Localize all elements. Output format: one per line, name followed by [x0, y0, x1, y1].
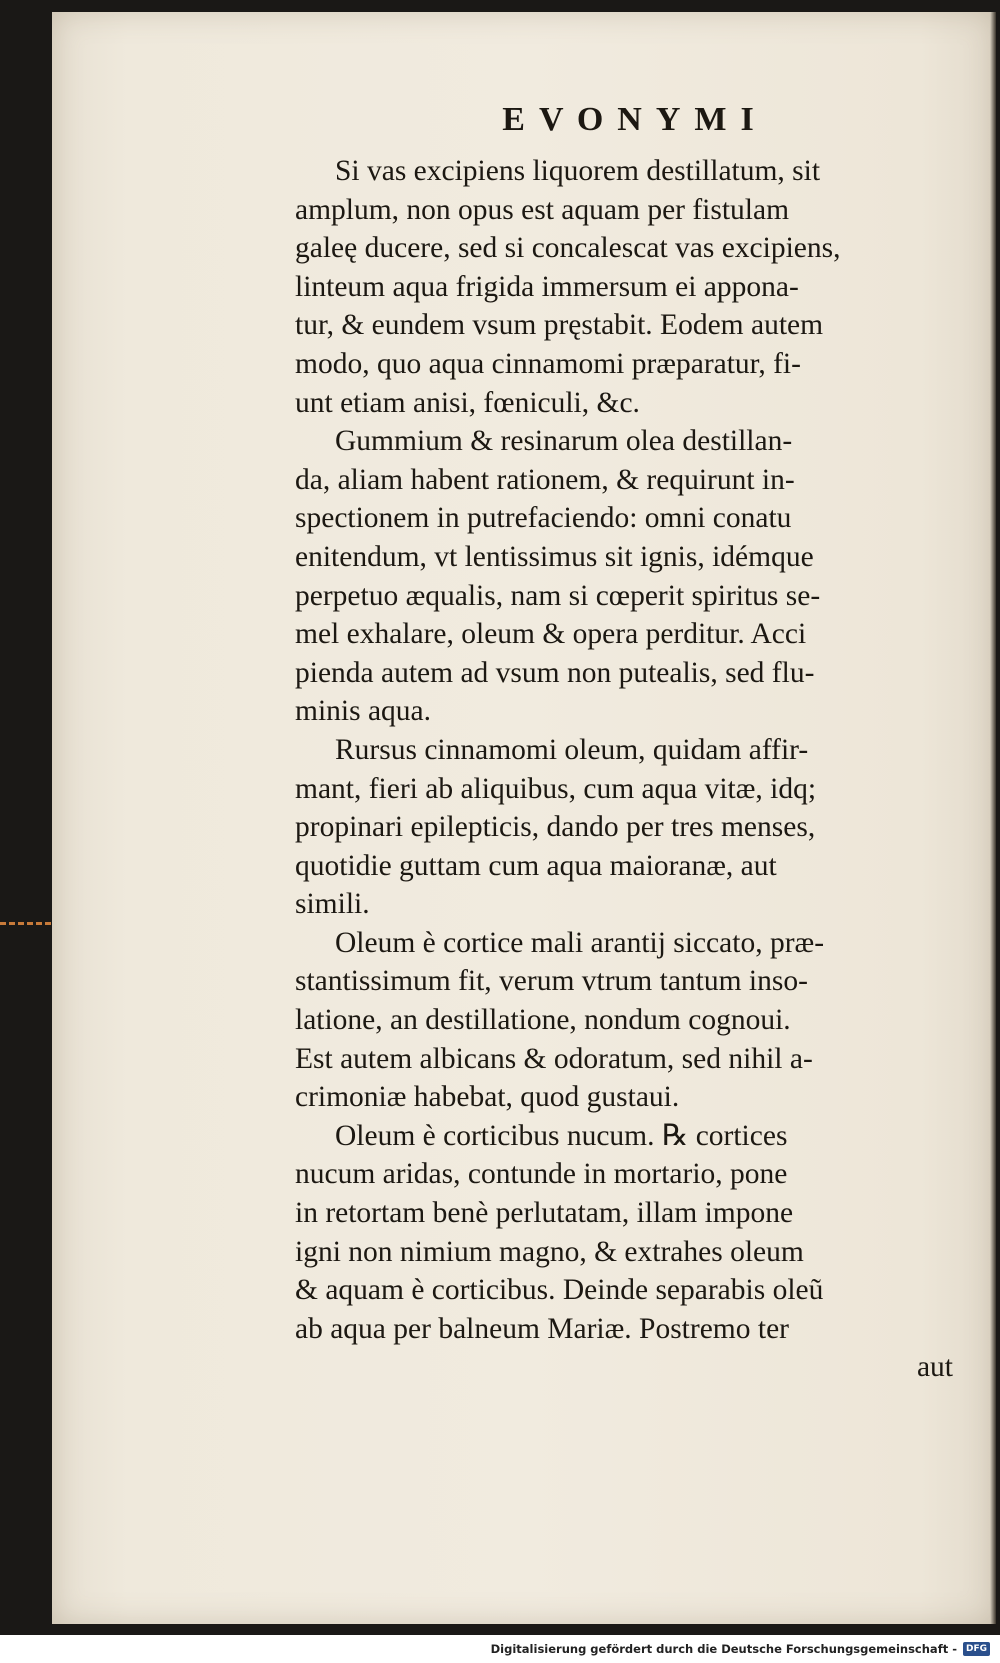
text-line: spectionem in putrefaciendo: omni conatu	[295, 502, 792, 535]
text-line: tur, & eundem vsum pręstabit. Eodem autem	[295, 309, 824, 342]
text-line: pienda autem ad vsum non putealis, sed flu-	[295, 656, 815, 689]
text-line: latione, an destillatione, nondum cognoui.	[295, 1004, 791, 1037]
text-line: simili.	[295, 888, 370, 921]
paragraph-1	[295, 152, 955, 422]
text-line: Si vas excipiens liquorem destillatum, sit	[335, 155, 821, 187]
text-line: crimoniæ habebat, quod gustaui.	[295, 1081, 680, 1114]
text-line: minis aqua.	[295, 695, 432, 728]
paragraph-3	[295, 731, 955, 924]
text-line: Rursus cinnamomi oleum, quidam affir-	[335, 733, 809, 766]
page-edge	[990, 12, 996, 1624]
text-line: modo, quo aqua cinnamomi præparatur, fi-	[295, 347, 801, 380]
text-line: & aquam è corticibus. Deinde separabis oleũ	[295, 1274, 824, 1307]
text-line: unt etiam anisi, fœniculi, &c.	[295, 386, 640, 419]
dfg-logo-icon: DFG	[963, 1642, 990, 1656]
funding-notice: Digitalisierung gefördert durch die Deutsche Forschungsgemeinschaft -	[490, 1642, 957, 1656]
text-line: galeę ducere, sed si concalescat vas excipiens,	[295, 232, 841, 265]
text-line: enitendum, vt lentissimus sit ignis, idémque	[295, 540, 814, 573]
text-line: ab aqua per balneum Mariæ. Postremo ter	[295, 1312, 789, 1345]
paragraph-4	[295, 924, 955, 1117]
page-text-block	[295, 100, 955, 1387]
catchword: aut	[916, 1351, 953, 1384]
text-line: igni non nimium magno, & extrahes oleum	[295, 1235, 804, 1268]
text-line: Est autem albicans & odoratum, sed nihil a-	[295, 1042, 813, 1075]
text-line: quotidie guttam cum aqua maioranæ, aut	[295, 849, 777, 882]
text-line: stantissimum fit, verum vtrum tantum inso-	[295, 965, 808, 998]
paragraph-2	[295, 422, 955, 731]
text-line: in retortam benè perlutatam, illam impone	[295, 1197, 794, 1230]
text-line: amplum, non opus est aquam per fistulam	[295, 193, 790, 226]
text-line: linteum aqua frigida immersum ei appona-	[295, 270, 799, 303]
text-line: Oleum è corticibus nucum. ℞ cortices	[335, 1119, 788, 1152]
text-line: Gummium & resinarum olea destillan-	[335, 425, 793, 458]
digitization-footer	[0, 1635, 1000, 1663]
text-line: Oleum è cortice mali arantij siccato, præ-	[335, 926, 825, 959]
text-line: propinari epilepticis, dando per tres menses,	[295, 811, 816, 844]
text-line: mant, fieri ab aliquibus, cum aqua vitæ, idq;	[295, 772, 817, 805]
text-line: perpetuo æqualis, nam si cœperit spiritus se-	[295, 579, 821, 612]
book-page	[52, 12, 996, 1624]
paragraph-5	[295, 1117, 955, 1349]
text-line: nucum aridas, contunde in mortario, pone	[295, 1158, 788, 1191]
text-line: mel exhalare, oleum & opera perditur. Acci	[295, 618, 807, 651]
text-line: da, aliam habent rationem, & requirunt in-	[295, 463, 795, 496]
running-head: EVONYMI	[502, 101, 768, 138]
